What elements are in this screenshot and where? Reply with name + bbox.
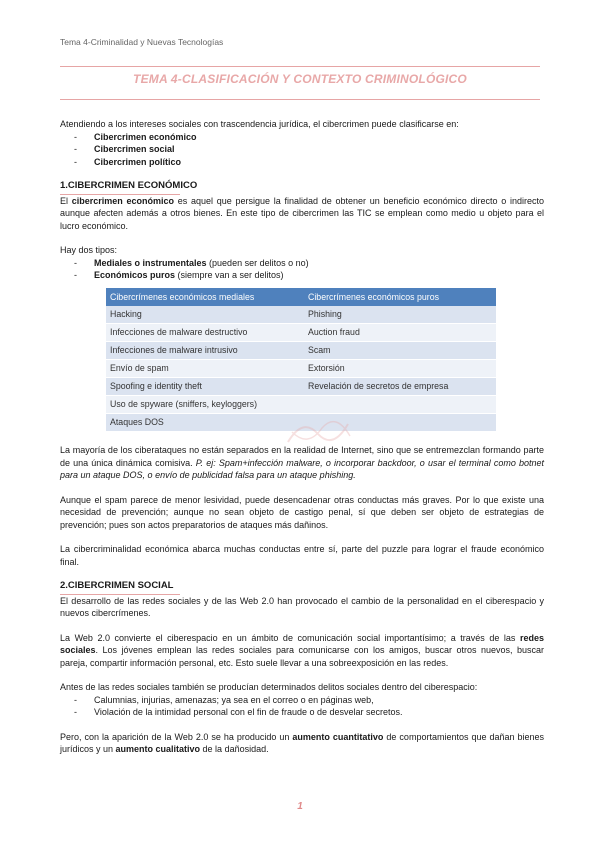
table-cell: Ataques DOS [106, 414, 304, 432]
economic-definition-paragraph: El cibercrimen económico es aquel que persigue la finalidad de obtener un beneficio económico directo o indirecto aunque afecten además a otros bienes. En este tipo de cibercrimen las TIC se emplean como medio u objeto para el lucro económico. [60, 195, 544, 231]
list-item: - Calumnias, injurias, amenazas; ya sea en el correo o en páginas web, [60, 694, 544, 707]
table-cell: Revelación de secretos de empresa [304, 378, 496, 396]
types-list [60, 257, 544, 282]
spam-paragraph: Aunque el spam parece de menor lesividad, puede desencadenar otras conductas más graves. Por lo que existe una necesidad de prevención; aunque no sean objeto de castigo penal, sí que deben ser objeto de estrategias de prevención; pues son actos preparatorios de ataques más dañinos. [60, 494, 544, 530]
types-intro: Hay dos tipos: [60, 245, 118, 255]
page-number: 1 [297, 801, 303, 812]
list-item: - Cibercrimen político [60, 156, 544, 169]
page-title: TEMA 4-CLASIFICACIÓN Y CONTEXTO CRIMINOLÓGICO [133, 72, 467, 86]
table-row [106, 378, 496, 396]
table-cell: Scam [304, 342, 496, 360]
title-rule-top [60, 66, 540, 67]
table-cell: Auction fraud [304, 324, 496, 342]
list-item: - Violación de la intimidad personal con el fin de fraude o de desvelar secretos. [60, 706, 544, 719]
table-cell: Phishing [304, 306, 496, 324]
web20-paragraph: La Web 2.0 convierte el ciberespacio en un ámbito de comunicación social importantísimo; a través de las redes sociales. Los jóvenes emplean las redes sociales para comunicarse con los amigos, buscar otros nuevos, buscar pareja, compartir información personal, etc. Esto suele llevar a una sobreexposición en las redes. [60, 632, 544, 668]
title-rule-bottom [60, 99, 540, 100]
column-header: Cibercrímenes económicos mediales [106, 288, 304, 307]
table-cell: Spoofing e identity theft [106, 378, 304, 396]
list-item: - Cibercrimen social [60, 143, 544, 156]
social-intro-paragraph: El desarrollo de las redes sociales y de las Web 2.0 han provocado el cambio de la personalidad en el ciberespacio y nuevos cibercrímenes. [60, 595, 544, 618]
table-row [106, 342, 496, 360]
list-item: - Económicos puros (siempre van a ser delitos) [60, 269, 544, 282]
economic-summary-paragraph: La cibercriminalidad económica abarca muchas conductas entre sí, parte del puzzle para lograr el fraude económico final. [60, 544, 544, 567]
pre-social-paragraph: Antes de las redes sociales también se producían determinados delitos sociales dentro del ciberespacio: [60, 682, 478, 692]
table-cell: Hacking [106, 306, 304, 324]
section-heading-social: 2.CIBERCRIMEN SOCIAL [60, 580, 174, 591]
column-header: Cibercrímenes económicos puros [304, 288, 496, 307]
social-crimes-list [60, 694, 544, 719]
classification-list [60, 131, 544, 169]
list-item: - Mediales o instrumentales (pueden ser delitos o no) [60, 257, 544, 270]
table-header-row [106, 288, 496, 307]
table-cell: Uso de spyware (sniffers, keyloggers) [106, 396, 304, 414]
table-row [106, 306, 496, 324]
table-cell: Infecciones de malware destructivo [106, 324, 304, 342]
increase-paragraph: Pero, con la aparición de la Web 2.0 se ha producido un aumento cuantitativo de comportamientos que dañan bienes jurídicos y un aumento cualitativo de la dañosidad. [60, 731, 545, 754]
watermark-logo-icon [278, 412, 358, 452]
running-header: Tema 4-Criminalidad y Nuevas Tecnologías [60, 37, 224, 47]
attacks-paragraph: La mayoría de los ciberataques no están separados en la realidad de Internet, sino que se entremezclan formando parte de una única dinámica comisiva. P. ej: Spam+infección malware, o incorporar backdoor, o usar el terminal como botnet para un ataque DOS, o envío de publicidad falsa para un ataque phishing. [60, 445, 545, 480]
table-cell [304, 396, 496, 414]
section-heading-economic: 1.CIBERCRIMEN ECONÓMICO [60, 180, 198, 191]
table-row [106, 324, 496, 342]
table-cell: Extorsión [304, 360, 496, 378]
list-item: - Cibercrimen económico [60, 131, 544, 144]
table-row [106, 360, 496, 378]
table-cell: Infecciones de malware intrusivo [106, 342, 304, 360]
intro-paragraph: Atendiendo a los intereses sociales con trascendencia jurídica, el cibercrimen puede clasificarse en: [60, 119, 459, 129]
economic-cybercrime-table [106, 288, 496, 433]
table-row [106, 396, 496, 414]
table-cell: Envío de spam [106, 360, 304, 378]
